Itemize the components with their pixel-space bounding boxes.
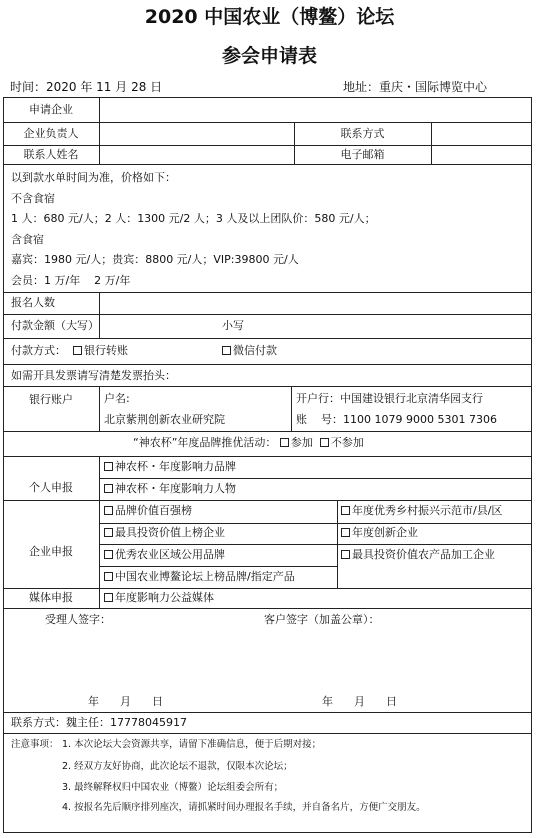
- personal-option-2[interactable]: 神农杯・年度影响力人物: [104, 482, 236, 496]
- personal-option-1[interactable]: 神农杯・年度影响力品牌: [104, 460, 236, 474]
- poll-no-option[interactable]: 不参加: [320, 436, 364, 449]
- checkbox-icon: [341, 550, 350, 559]
- checkbox-icon: [104, 528, 113, 537]
- notes-label: 注意事项：: [11, 739, 59, 750]
- note-item: 1. 本次论坛大会资源共享，请留下准确信息，便于后期对接；: [62, 739, 322, 750]
- owner-label: 企业负责人: [23, 127, 79, 140]
- owner-field[interactable]: [101, 124, 292, 143]
- amount-label: 付款金额（大写）: [11, 319, 99, 332]
- account-name-label: 户名:: [104, 392, 130, 405]
- brand-poll-label: “神农杯”年度品牌推优活动：: [133, 436, 277, 449]
- personal-apply-label: 个人申报: [29, 481, 73, 494]
- media-apply-label: 媒体申报: [29, 591, 73, 604]
- event-address: 地址：重庆・国际博览中心: [343, 80, 488, 94]
- note-item: 3. 最终解释权归中国农业（博鳌）论坛组委会所有；: [62, 782, 284, 793]
- company-option-2[interactable]: 最具投资价值上榜企业: [104, 526, 225, 540]
- account-number: 账 号：1100 1079 9000 5301 7306: [296, 413, 497, 426]
- with-meal-prices: 嘉宾：1980 元/人；贵宾：8800 元/人；VIP:39800 元/人: [11, 253, 299, 266]
- media-option[interactable]: 年度影响力公益媒体: [104, 591, 214, 605]
- amount-small-label: 小写: [222, 319, 244, 332]
- note-item: 2. 经双方友好协商，此次论坛不退款，仅限本次论坛；: [62, 761, 293, 772]
- contact-label: 联系方式: [340, 127, 385, 140]
- checkbox-icon: [341, 528, 350, 537]
- company-field[interactable]: [101, 100, 529, 120]
- with-meal-label: 含食宿: [11, 233, 44, 246]
- member-prices: 会员：1 万/年 2 万/年: [11, 274, 131, 287]
- company-apply-label: 企业申报: [29, 545, 73, 558]
- customer-date: 年 月 日: [322, 695, 397, 708]
- contact-name-label: 联系人姓名: [23, 148, 79, 161]
- customer-sign-label: 客户签字（加盖公章）：: [264, 613, 380, 626]
- bank-open: 开户行：中国建设银行北京清华园支行: [296, 392, 483, 405]
- bank-account-label: 银行账户: [29, 393, 73, 406]
- checkbox-icon: [73, 346, 82, 355]
- attendees-field[interactable]: [101, 294, 529, 312]
- checkbox-icon: [104, 572, 113, 581]
- receiver-sign-label: 受理人签字：: [45, 613, 111, 626]
- checkbox-icon: [320, 438, 329, 447]
- form-title: 2020 中国农业（博鳌）论坛: [144, 6, 395, 28]
- checkbox-icon: [104, 462, 113, 471]
- brand-poll-row: [133, 436, 364, 450]
- pay-bank-option[interactable]: 银行转账: [73, 344, 128, 358]
- company-option-4[interactable]: 中国农业博鳌论坛上榜品牌/指定产品: [104, 570, 295, 584]
- event-time: 时间：2020 年 11 月 28 日: [10, 80, 163, 94]
- checkbox-icon: [104, 550, 113, 559]
- invoice-note: 如需开具发票请写清楚发票抬头：: [11, 369, 176, 382]
- company-option-5[interactable]: 年度优秀乡村振兴示范市/县/区: [341, 504, 502, 518]
- checkbox-icon: [104, 484, 113, 493]
- poll-yes-option[interactable]: 参加: [280, 436, 313, 449]
- amount-numeric-field[interactable]: [250, 316, 529, 336]
- checkbox-icon: [341, 506, 350, 515]
- checkbox-icon: [280, 438, 289, 447]
- company-option-7[interactable]: 最具投资价值农产品加工企业: [341, 548, 495, 562]
- receiver-date: 年 月 日: [88, 695, 163, 708]
- note-item: 4. 按报名先后顺序排列座次，请抓紧时间办理报名手续，并自备名片，方便广交朋友。: [62, 802, 426, 813]
- contact-name-field[interactable]: [101, 147, 292, 163]
- checkbox-icon: [222, 346, 231, 355]
- amount-uppercase-field[interactable]: [101, 316, 216, 336]
- company-label: 申请企业: [29, 103, 73, 116]
- attendees-label: 报名人数: [11, 296, 55, 309]
- company-option-3[interactable]: 优秀农业区域公用品牌: [104, 548, 225, 562]
- email-field[interactable]: [433, 147, 529, 163]
- form-subtitle: 参会申请表: [221, 45, 317, 67]
- payment-label: 付款方式：: [11, 344, 66, 357]
- contact-field[interactable]: [433, 124, 529, 143]
- footer-contact: 联系方式：魏主任：17778045917: [11, 716, 187, 729]
- checkbox-icon: [104, 593, 113, 602]
- receiver-sign-area[interactable]: [45, 630, 245, 690]
- company-option-1[interactable]: 品牌价值百强榜: [104, 504, 192, 518]
- pay-wechat-option[interactable]: 微信付款: [222, 344, 277, 358]
- pricing-intro: 以到款水单时间为准，价格如下：: [11, 171, 176, 184]
- no-meal-label: 不含食宿: [11, 192, 55, 205]
- account-name: 北京紫荆创新农业研究院: [104, 413, 225, 426]
- company-option-6[interactable]: 年度创新企业: [341, 526, 418, 540]
- customer-sign-area[interactable]: [264, 630, 524, 690]
- checkbox-icon: [104, 506, 113, 515]
- no-meal-prices: 1 人：680 元/人；2 人：1300 元/2 人；3 人及以上团队价：580 元/人；: [11, 212, 376, 225]
- email-label: 电子邮箱: [340, 148, 385, 161]
